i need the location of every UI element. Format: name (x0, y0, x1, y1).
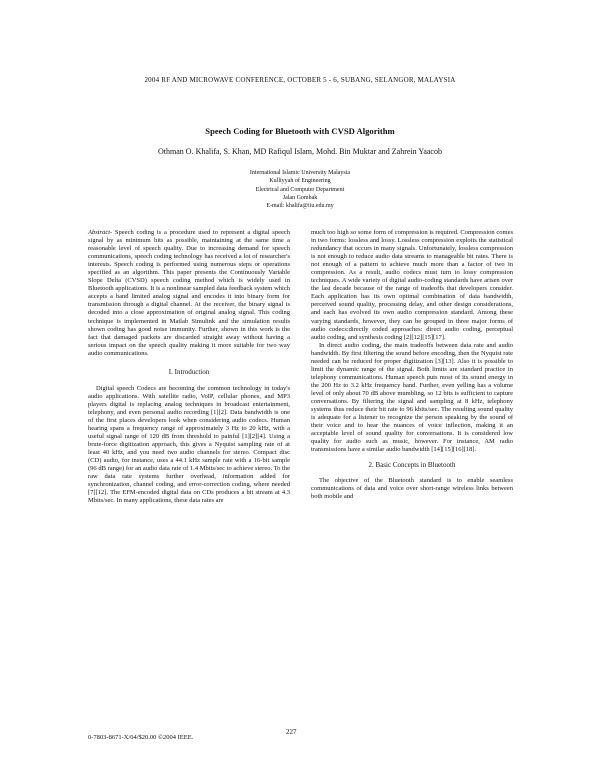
affiliation-address: Jalan Gombak (282, 194, 318, 201)
affiliation-faculty: Kulliyyah of Engineering (269, 178, 331, 185)
isbn-footer: 0-7803-8671-X/04/$20.00 ©2004 IEEE. (88, 734, 194, 741)
affiliation-university: International Islamic University Malaysia (249, 170, 351, 176)
page-number: 227 (286, 728, 297, 736)
affiliation-department: Electrical and Computer Department (255, 186, 345, 193)
abstract-label: Abstract (88, 229, 111, 236)
compression-paragraph: much too high so some form of compression is required. Compression comes in two forms: lossless and lossy. Lossless compression exploits the statistical redundancy that occurs in many signals. Unfortunately, lossless compression is not enough to reduce audio data streams to manageable bit rates. There is not enough of a pattern to achieve much more than a factor of two in compression. As a result, audio codecs must turn to lossy compression techniques. A wide variety of digital audio-coding standards have arisen over the last decade because of the range of tradeoffs that developers consider. Each application has its own optimal combination of data bandwidth, perceived sound quality, processing delay, and other design considerations, and each has evolved its own audio compression standard. Among these varying standards, however, they can be grouped in three major forms of audio codecs:directly coded approaches: direct audio coding, perceptual audio coding, and synthesis coding [2][12][15][17]. (311, 229, 513, 341)
direct-coding-paragraph: In direct audio coding, the main tradeoffs between data rate and audio bandwidth. By first filtering the sound before encoding, then the Nyquist rate needed can be reduced for proper digitization [3][13]. Also it is possible to limit the dynamic range of the signal. Both limits are standard practice in telephony communications. Human speech puts most of its sound energy in the 200 Hz to 3.2 kHz frequency band. Further, even yelling has a volume level of only about 70 dB above mumbling, so 12 bits is sufficient to capture conversations. By filtering the signal and sampling at 8 kHz, telephony systems thus reduce their bit rate to 96 kbits/sec. The resulting sound quality is adequate for a listener to recognize the person speaking by the sound of their voice and to hear the nuances of voice inflection, making it an acceptable level of sound quality for conversations. It is considered low quality for audio such as music, however. For instance, AM radio transmissions have a similar audio bandwidth [14][15][16][18]. (311, 341, 513, 454)
conference-header: 2004 RF AND MICROWAVE CONFERENCE, OCTOBER 5 - 6, SUBANG, SELANGOR, MALAYSIA (144, 76, 456, 84)
paper-title: Speech Coding for Bluetooth with CVSD Algorithm (205, 126, 395, 136)
abstract-text: - Speech coding is a procedure used to represent a digital speech signal by as minimum bits as possible, maintaining at the same time a reasonable level of speech quality. Due to increasing demand for speech communications, speech coding technology has received a lot of researcher's interests. Speech coding is performed using numerous steps or operations specified as an algorithm. This paper presents the Continuously Variable Slope Delta (CVSD) speech coding method which is widely used in Bluetooth applications. It is a nonlinear sampled data feedback system which accepts a band limited analog signal and encodes it into binary form for transmission through a digital channel. At the receiver, the binary signal is decoded into a close approximation of original analog signal. This coding technique is implemented in Matlab Simulink and the simulation results shown coding has good noise immunity. Further, shown in this work is the fact that damaged packets are discarded straight away without having a serious impact on the speech quality making it more suitable for two way audio communications. (88, 229, 290, 357)
section-heading-introduction: I. Introduction (168, 367, 210, 376)
author-list: Othman O. Khalifa, S. Khan, MD Rafiqul Islam, Mohd. Bin Muktar and Zahrein Yaacob (158, 147, 442, 156)
abstract-paragraph (88, 229, 290, 358)
affiliation-email: E-mail: khalifa@iiu.edu.my (266, 203, 334, 210)
introduction-paragraph: Digital speech Codecs are becoming the common technology in today's audio applications. With satellite radio, VoIP, cellular phones, and MP3 players digital is replacing analog techniques in broadcast entertainment, telephony, and even personal audio recording [1][2]. Data bandwidth is one of the first places developers look when considering audio codecs. Human hearing spans a frequency range of approximately 3 Hz to 20 kHz, with a useful signal range of 120 dB from threshold to painful [1][2][4]. Using a brute-force digitization approach, this gives a Nyquist sampling rate of at least 40 kHz, and you need two audio channels for stereo. Compact disc (CD) audio, for instance, uses a 44.1 kHz sample rate with a 16-bit sample (96 dB range) for an audio data rate of 1.4 Mbits/sec to achieve stereo. To the raw data rate systems further overhead, information added for synchronization, channel coding, and error-correction coding, where needed [7][12]. The EFM-encoded digital data on CDs produces a bit stream at 4.3 Mbits/sec. In many applications, these data rates are (88, 384, 290, 505)
right-column (311, 229, 513, 502)
left-column (88, 229, 290, 506)
bluetooth-paragraph: The objective of the Bluetooth standard is to enable seamless communications of data and voice over short-range wireless links between both mobile and (311, 477, 513, 501)
affiliation-block (0, 169, 600, 210)
section-heading-bluetooth: 2. Basic Concepts in Bluetooth (368, 461, 456, 470)
